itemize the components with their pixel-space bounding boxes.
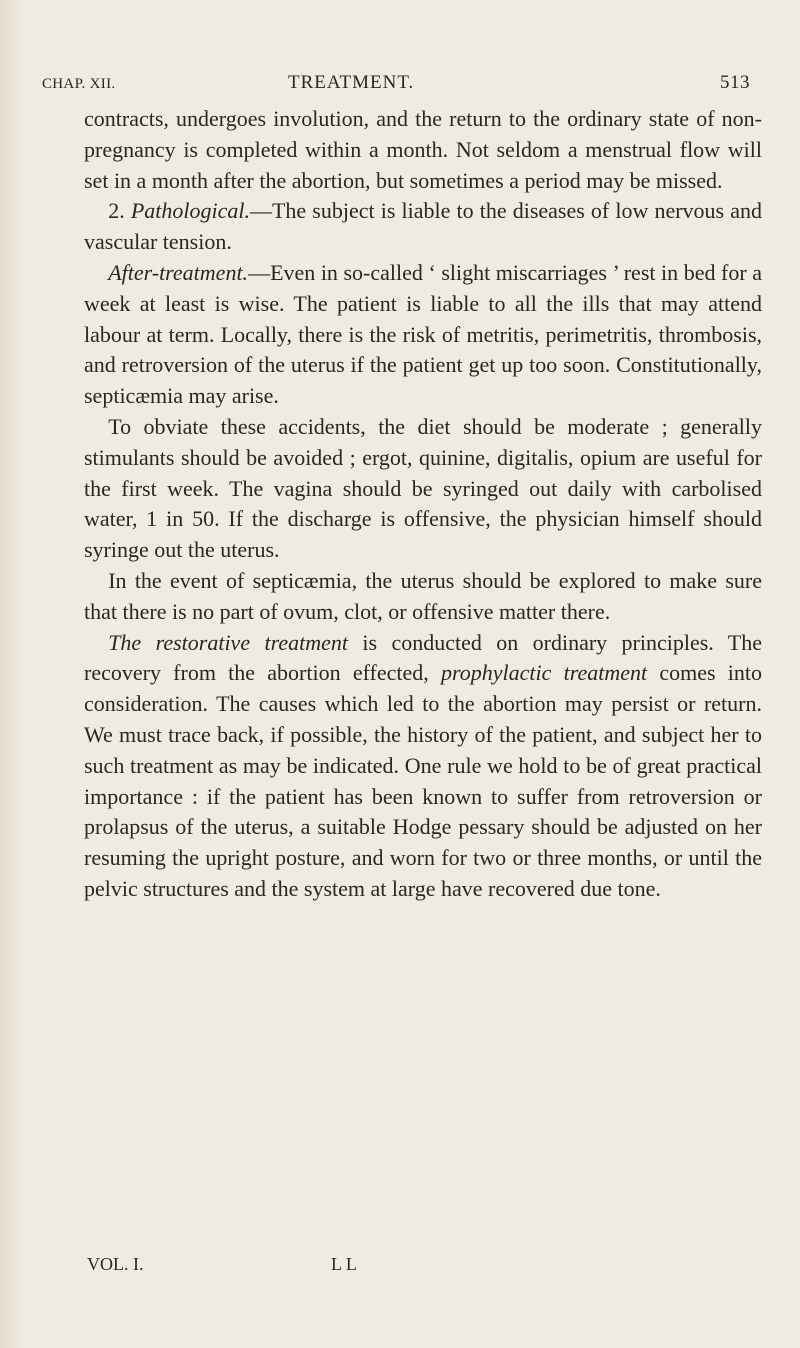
paragraph-septicaemia: In the event of septicæmia, the uterus should be explored to make sure that there is no part of ovum, clot, or offensive matter there.	[84, 567, 762, 624]
pathological-heading: Pathological.	[130, 198, 250, 224]
volume-signature: VOL. I.	[87, 1254, 144, 1274]
paragraph-pathological	[84, 196, 762, 258]
body-text	[42, 104, 762, 905]
page-number: 513	[720, 72, 750, 93]
after-treatment-heading: After-treatment.	[108, 259, 249, 285]
restorative-heading: The restorative treatment	[108, 629, 348, 655]
binding-gutter	[0, 0, 22, 1348]
restorative-text-2: comes into consideration. The causes which led to the abortion may persist or return. We must trace back, if possible, the history of the patient, and subject her to such treatment as may be indicated. One rule we hold to be of great practical importance : if the patient has been known to suffer from retroversion or prolapsus of the uterus, a suitable Hodge pessary should be adjusted on her resuming the upright posture, and worn for two or three months, or until the pelvic structures and the system at large have recovered due tone.	[84, 660, 762, 901]
running-head	[42, 62, 762, 98]
paragraph-accidents: To obviate these accidents, the diet should be moderate ; generally stimulants should be avoided ; ergot, quinine, digitalis, opium are useful for the first week. The vagina should be syringed out daily with carbolised water, 1 in 50. If the discharge is offensive, the physician himself should syringe out the uterus.	[84, 413, 762, 563]
signature-mark: L L	[331, 1254, 357, 1274]
paragraph-after-treatment	[84, 258, 762, 412]
pathological-text: —The subject is liable to the diseases of low nervous and vascular tension.	[84, 198, 763, 255]
paragraph-restorative	[84, 628, 762, 905]
paragraph-involution: contracts, undergoes involution, and the return to the ordinary state of non-pregnancy is completed within a month. Not seldom a menstrual flow will set in a month after the abortion, but sometimes a period may be missed.	[84, 106, 762, 193]
chapter-label: CHAP. XII.	[42, 76, 116, 92]
restorative-text-1: is conducted on ordinary principles. The recovery from the abortion effected,	[84, 629, 763, 686]
prophylactic-term: prophylactic treatment	[440, 660, 648, 686]
running-title: TREATMENT.	[288, 72, 415, 93]
after-treatment-text: —Even in so-called ‘ slight miscarriages ’ rest in bed for a week at least is wise. The patient is liable to all the ills that may attend labour at term. Locally, there is the risk of metritis, perimetritis, thrombosis, and retroversion of the uterus if the patient get up too soon. Constitutionally, septicæmia may arise.	[84, 259, 762, 409]
section-number: 2.	[108, 198, 131, 224]
book-page	[42, 62, 762, 905]
